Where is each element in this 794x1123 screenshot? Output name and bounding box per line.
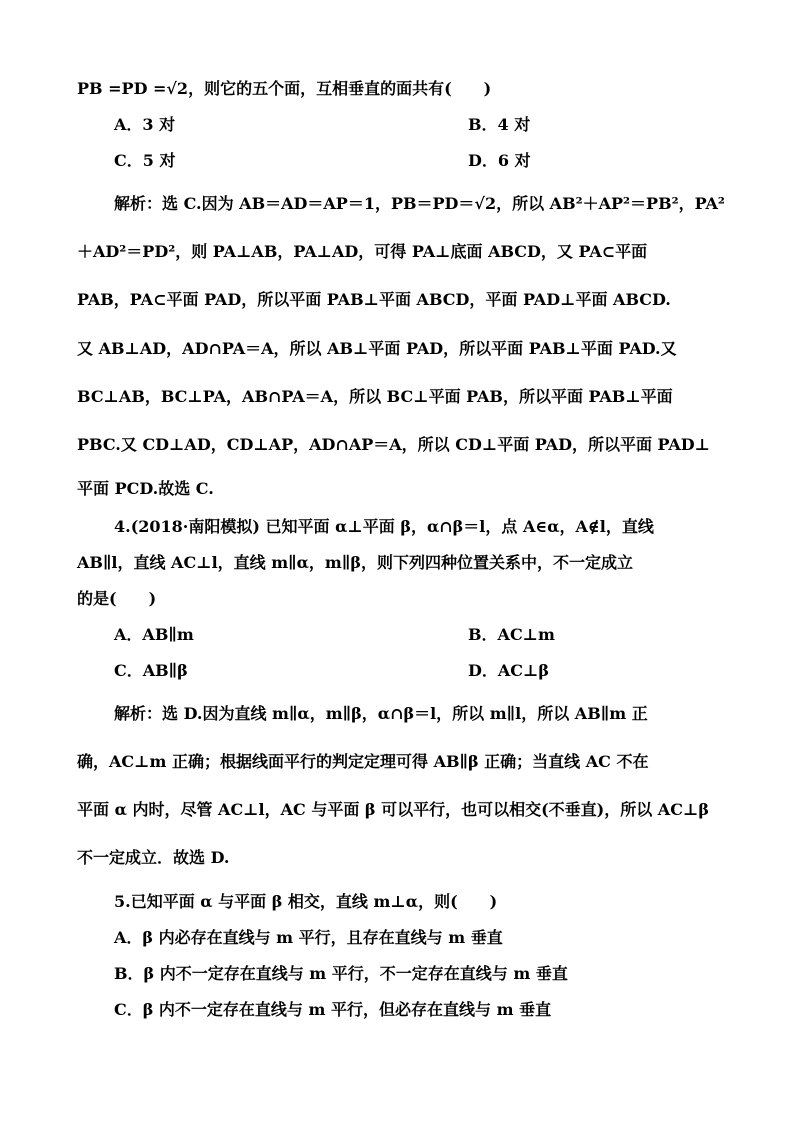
- q3-stem-tail: PB =PD =√2，则它的五个面，互相垂直的面共有( ): [77, 79, 492, 98]
- q3-option-c: C．5 对: [114, 151, 176, 170]
- q4-option-a: A．AB∥m: [114, 625, 194, 644]
- q5-stem: 5.已知平面 α 与平面 β 相交，直线 m⊥α，则( ): [114, 892, 498, 911]
- q5-option-c: C．β 内不一定存在直线与 m 平行，但必存在直线与 m 垂直: [114, 1000, 552, 1019]
- q3-option-d: D．6 对: [468, 151, 531, 170]
- q4-option-c: C．AB∥β: [114, 661, 188, 680]
- q5-option-a: A．β 内必存在直线与 m 平行，且存在直线与 m 垂直: [114, 928, 503, 947]
- q4-solution-line: 平面 α 内时，尽管 AC⊥l，AC 与平面 β 可以平行，也可以相交(不垂直)，所以 AC⊥β: [77, 800, 709, 819]
- q3-option-row: [114, 150, 774, 172]
- q4-stem: AB∥l，直线 AC⊥l，直线 m∥α，m∥β，则下列四种位置关系中，不一定成立: [77, 553, 633, 572]
- q4-option-b: B．AC⊥m: [468, 625, 555, 644]
- q4-option-row: [114, 660, 774, 682]
- q4-solution-line: 不一定成立．故选 D.: [77, 848, 230, 867]
- q3-solution-line: PBC.又 CD⊥AD，CD⊥AP，AD∩AP＝A，所以 CD⊥平面 PAD，所以平面 PAD⊥: [77, 435, 711, 454]
- q3-solution-line: ＋AD²＝PD²，则 PA⊥AB，PA⊥AD，可得 PA⊥底面 ABCD，又 PA⊂平面: [77, 242, 648, 261]
- q4-stem: 的是( ): [77, 589, 157, 608]
- q4-solution-line: 解析：选 D.因为直线 m∥α，m∥β，α∩β＝l，所以 m∥l，所以 AB∥m 正: [114, 704, 648, 723]
- q4-option-d: D．AC⊥β: [468, 661, 550, 680]
- q3-solution-line: 平面 PCD.故选 C.: [77, 479, 214, 498]
- q4-option-row: [114, 624, 774, 646]
- q3-solution-line: BC⊥AB，BC⊥PA，AB∩PA＝A，所以 BC⊥平面 PAB，所以平面 PAB⊥平面: [77, 387, 673, 406]
- q5-option-b: B．β 内不一定存在直线与 m 平行，不一定存在直线与 m 垂直: [114, 964, 568, 983]
- q3-option-b: B．4 对: [468, 115, 531, 134]
- q3-option-a: A．3 对: [114, 115, 176, 134]
- q3-solution-line: 又 AB⊥AD，AD∩PA＝A，所以 AB⊥平面 PAD，所以平面 PAB⊥平面 PAD.又: [77, 339, 677, 358]
- q3-option-row: [114, 114, 774, 136]
- q4-stem: 4.(2018·南阳模拟) 已知平面 α⊥平面 β，α∩β＝l，点 A∈α，A∉l，直线: [114, 517, 654, 536]
- q4-solution-line: 确，AC⊥m 正确；根据线面平行的判定定理可得 AB∥β 正确；当直线 AC 不在: [77, 752, 649, 771]
- q3-solution-line: PAB，PA⊂平面 PAD，所以平面 PAB⊥平面 ABCD，平面 PAD⊥平面 ABCD.: [77, 290, 671, 309]
- q3-solution-line: 解析：选 C.因为 AB＝AD＝AP＝1，PB＝PD＝√2，所以 AB²＋AP²＝PB²，PA²: [114, 194, 725, 213]
